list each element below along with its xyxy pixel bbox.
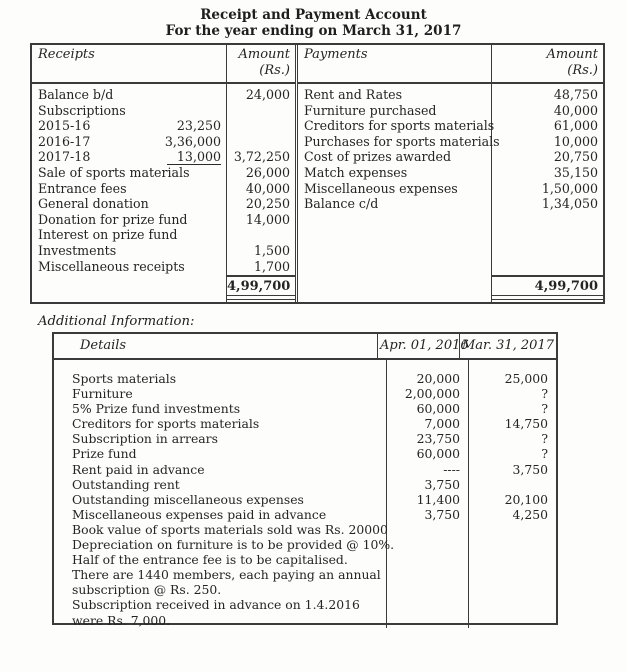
apr-value: 2,00,000 — [404, 386, 460, 402]
receipt-sub-amount: 23,250 — [176, 118, 221, 134]
mar-value — [469, 552, 556, 567]
apr-value: 3,750 — [424, 476, 460, 492]
detail-label: Subscription received in advance on 1.4.2016 — [72, 597, 360, 613]
mar-value: ? — [541, 431, 548, 447]
apr-value: 11,400 — [416, 491, 460, 507]
apr-value — [387, 537, 468, 552]
details-table-header — [54, 334, 556, 360]
receipt-amount — [227, 227, 295, 243]
mar-value: 25,000 — [504, 371, 548, 386]
apr-value: 7,000 — [424, 416, 460, 432]
table-row — [298, 149, 491, 165]
mar-value: ? — [541, 446, 548, 462]
receipt-amount — [227, 103, 295, 119]
receipt-amount: 14,000 — [245, 211, 290, 227]
detail-label: Sports materials — [72, 371, 177, 386]
table-row — [32, 243, 226, 259]
receipt-label: General donation — [38, 196, 149, 212]
detail-label: There are 1440 members, each paying an annual — [72, 567, 381, 583]
payment-label: Match expenses — [304, 164, 408, 180]
mar-value — [469, 522, 556, 537]
apr-value: 60,000 — [416, 446, 460, 462]
detail-label: 5% Prize fund investments — [72, 401, 241, 417]
payment-amount: 35,150 — [553, 164, 598, 180]
table-row — [298, 118, 495, 134]
table-row — [32, 196, 226, 212]
table-row — [32, 259, 226, 275]
details-header: Details — [54, 334, 378, 358]
payments-amount-header — [492, 45, 603, 84]
receipt-amount: 1,500 — [253, 242, 290, 258]
receipt-label: Sale of sports materials — [38, 164, 190, 180]
apr-value — [387, 597, 468, 612]
mar-value: 3,750 — [512, 461, 548, 477]
table-row — [32, 87, 226, 103]
mar-value — [469, 597, 556, 612]
receipt-amount: 1,700 — [253, 258, 290, 274]
detail-label: Outstanding miscellaneous expenses — [72, 491, 304, 507]
payments-body — [298, 84, 500, 275]
apr-value — [387, 567, 468, 582]
payment-label: Creditors for sports materials — [304, 118, 495, 134]
apr-value — [387, 582, 468, 597]
receipts-amount-column — [227, 45, 298, 302]
receipt-label: Investments — [38, 242, 117, 258]
detail-label: Outstanding rent — [72, 476, 180, 492]
apr-value: 60,000 — [416, 401, 460, 417]
apr-2016-header: Apr. 01, 2016 — [378, 334, 460, 358]
receipt-label: Subscriptions — [38, 102, 126, 118]
mar-value: 14,750 — [504, 416, 548, 432]
payment-amount: 10,000 — [553, 133, 598, 149]
receipt-amount: 24,000 — [245, 87, 290, 102]
mar-value — [469, 613, 556, 628]
receipts-amount-header — [227, 45, 295, 84]
receipt-amount — [227, 134, 295, 150]
table-row — [32, 149, 226, 165]
payment-amount: 1,50,000 — [541, 180, 598, 196]
table-row — [32, 181, 226, 197]
title-line-2: For the year ending on March 31, 2017 — [165, 23, 462, 39]
receipt-label: 2015-16 — [38, 118, 91, 134]
amount-header-unit: (Rs.) — [259, 63, 290, 78]
apr-value — [387, 522, 468, 537]
table-row — [32, 134, 226, 150]
table-row — [32, 212, 226, 228]
detail-label: Depreciation on furniture is to be provided @ 10%. — [72, 537, 395, 553]
amount-header-unit: (Rs.) — [567, 63, 598, 78]
receipt-sub-amount: 13,000 — [167, 149, 221, 165]
detail-label: were Rs. 7,000. — [72, 612, 171, 628]
payments-amount-column — [492, 45, 603, 302]
receipts-total: 4,99,700 — [227, 275, 295, 296]
apr-value: 23,750 — [416, 431, 460, 447]
payment-label: Cost of prizes awarded — [304, 149, 452, 165]
apr-2016-column — [387, 360, 469, 628]
detail-label: Prize fund — [72, 446, 137, 462]
table-row — [298, 181, 491, 197]
payment-amount: 40,000 — [553, 102, 598, 118]
apr-value: 3,750 — [424, 506, 460, 522]
mar-value — [469, 567, 556, 582]
detail-label: Half of the entrance fee is to be capitalised. — [72, 552, 348, 568]
apr-value — [387, 613, 468, 628]
receipts-header: Receipts — [32, 45, 226, 84]
payment-amount: 20,750 — [553, 149, 598, 165]
payment-label: Balance c/d — [304, 196, 379, 212]
receipt-sub-amount: 3,36,000 — [164, 133, 221, 149]
payment-amount: 48,750 — [553, 87, 598, 102]
receipt-amount — [227, 118, 295, 134]
mar-2017-column — [469, 360, 556, 628]
payments-header: Payments — [298, 45, 491, 84]
mar-value: 20,100 — [504, 491, 548, 507]
receipt-amount: 40,000 — [245, 180, 290, 196]
table-row — [32, 165, 226, 181]
mar-value — [469, 477, 556, 492]
receipts-column — [32, 45, 227, 302]
table-row — [298, 196, 491, 212]
payment-label: Purchases for sports materials — [304, 133, 500, 149]
receipt-amount: 26,000 — [245, 164, 290, 180]
receipt-label: Entrance fees — [38, 180, 127, 196]
table-row — [32, 103, 226, 119]
mar-value — [469, 537, 556, 552]
table-row — [32, 227, 226, 243]
mar-value: ? — [541, 401, 548, 417]
amount-header-label: Amount — [238, 47, 290, 62]
receipt-label: Interest on prize fund — [38, 227, 178, 243]
title-line-1: Receipt and Payment Account — [200, 7, 427, 23]
details-column — [54, 360, 395, 628]
receipt-label: Balance b/d — [38, 87, 114, 102]
receipt-label: Miscellaneous receipts — [38, 258, 185, 274]
apr-value: 20,000 — [416, 371, 460, 386]
receipt-amount: 3,72,250 — [233, 149, 290, 165]
detail-label: Book value of sports materials sold was Rs. 20000 — [72, 521, 388, 537]
receipt-label: Donation for prize fund — [38, 211, 188, 227]
payment-label: Rent and Rates — [304, 87, 403, 102]
detail-label: Rent paid in advance — [72, 461, 205, 477]
receipt-label: 2016-17 — [38, 133, 91, 149]
apr-value: ---- — [443, 461, 460, 477]
mar-value: 4,250 — [512, 506, 548, 522]
payment-label: Miscellaneous expenses — [304, 180, 458, 196]
payments-amount-body — [492, 84, 603, 275]
table-row — [298, 103, 491, 119]
amount-header-label: Amount — [546, 47, 598, 62]
payment-amount: 1,34,050 — [541, 196, 598, 212]
additional-information-heading: Additional Information: — [38, 314, 195, 329]
receipts-amount-body — [227, 84, 295, 275]
receipt-label: 2017-18 — [38, 149, 91, 165]
payments-footer-space — [298, 275, 491, 302]
detail-label: Creditors for sports materials — [72, 416, 260, 432]
payment-amount: 61,000 — [553, 118, 598, 134]
mar-2017-header: Mar. 31, 2017 — [461, 338, 554, 353]
page-title — [0, 7, 627, 39]
detail-label: Subscription in arrears — [72, 431, 218, 447]
receipts-body — [32, 84, 226, 275]
table-row — [298, 87, 491, 103]
payment-label: Furniture purchased — [304, 102, 437, 118]
mar-value: ? — [541, 386, 548, 402]
table-row — [298, 165, 491, 181]
mar-value — [469, 582, 556, 597]
payments-total: 4,99,700 — [492, 275, 603, 296]
additional-information-table — [52, 332, 558, 628]
table-row — [298, 133, 500, 150]
detail-label: subscription @ Rs. 250. — [72, 582, 222, 598]
detail-label: Furniture — [72, 386, 133, 402]
details-table-body — [54, 360, 556, 628]
table-row — [32, 118, 226, 134]
receipt-amount: 20,250 — [245, 196, 290, 212]
payments-column — [298, 45, 500, 302]
apr-value — [387, 552, 468, 567]
receipt-payment-table — [30, 43, 605, 304]
detail-label: Miscellaneous expenses paid in advance — [72, 506, 327, 522]
receipts-footer-space — [32, 275, 226, 302]
